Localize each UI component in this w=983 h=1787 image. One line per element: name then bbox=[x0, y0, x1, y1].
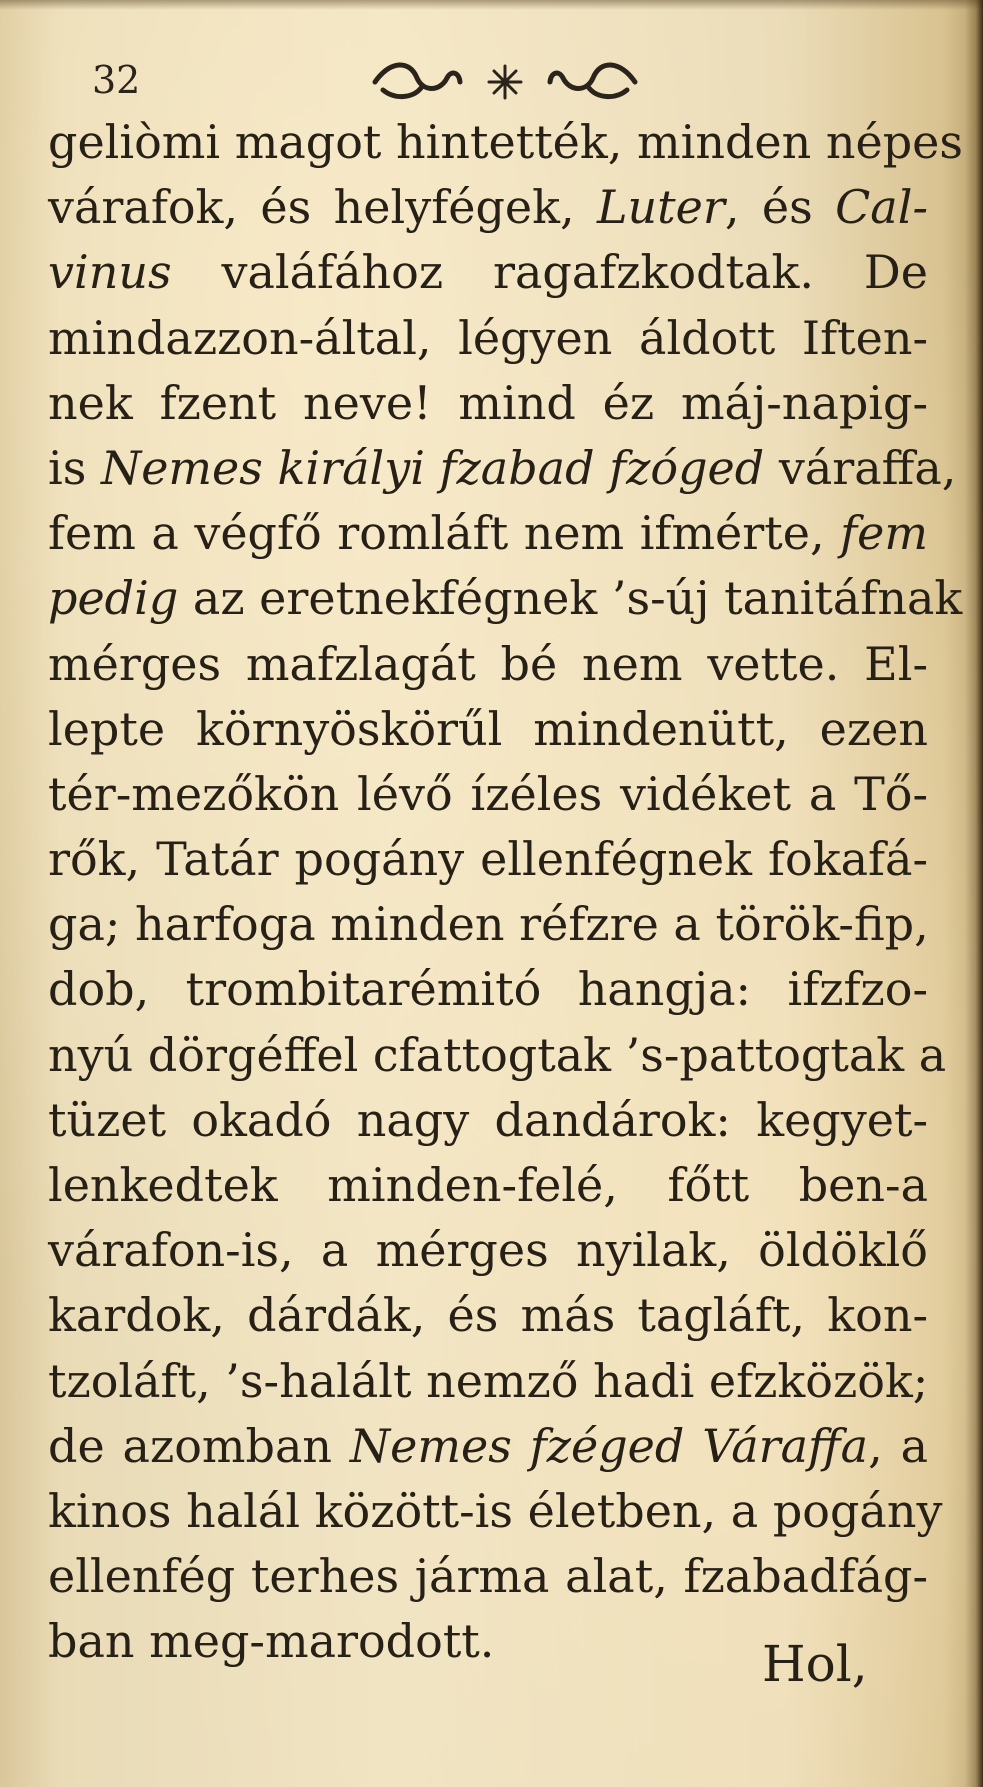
text-run: nek fzent neve! mind éz máj-napig- bbox=[48, 375, 928, 430]
text-run: nyú dörgéffel cfattogtak ’s-pattogtak a bbox=[48, 1027, 947, 1082]
text-run: is bbox=[48, 440, 101, 495]
text-run: várafon-is, a mérges nyilak, öldöklő bbox=[48, 1223, 928, 1278]
text-run: mérges mafzlagát bé nem vette. El- bbox=[48, 636, 928, 691]
text-run: lenkedtek minden-felé, főtt ben-a bbox=[48, 1158, 928, 1212]
text-line bbox=[48, 501, 928, 566]
text-run: mindazzon-által, légyen áldott Iften- bbox=[48, 310, 928, 365]
text-line bbox=[48, 892, 928, 957]
text-run: az eretnekfégnek ’s-új tanitáfnak bbox=[178, 571, 963, 626]
text-line bbox=[48, 566, 963, 631]
text-line bbox=[48, 1544, 928, 1609]
text-line bbox=[48, 1283, 928, 1348]
text-line bbox=[48, 175, 928, 240]
page-top-shadow bbox=[0, 0, 983, 10]
italic-run: Nemes fzéged Váraffa bbox=[349, 1418, 869, 1473]
text-run: kardok, dárdák, és más tagláft, kon- bbox=[48, 1288, 928, 1343]
italic-run: Cal- bbox=[835, 180, 928, 235]
text-line bbox=[48, 1088, 928, 1153]
text-run: ga; harfoga minden réfzre a török-fip, bbox=[48, 897, 929, 952]
text-run: lepte környöskörűl mindenütt, ezen bbox=[48, 701, 928, 756]
text-run: , a bbox=[868, 1418, 928, 1473]
text-run: valáfához ragafzkodtak. De bbox=[171, 245, 928, 300]
text-line bbox=[48, 1153, 928, 1218]
text-line bbox=[48, 1414, 928, 1479]
text-run: ban meg-marodott. bbox=[48, 1614, 495, 1669]
text-line bbox=[48, 697, 928, 762]
italic-run: pedig bbox=[48, 571, 179, 626]
text-run: rők, Tatár pogány ellenfégnek fokafá- bbox=[48, 832, 928, 887]
text-line bbox=[48, 1479, 943, 1544]
text-line bbox=[48, 240, 928, 305]
text-run: , és bbox=[724, 180, 836, 235]
text-line bbox=[48, 827, 928, 892]
text-run: geliòmi magot hintették, minden népes bbox=[48, 115, 964, 169]
text-line bbox=[48, 306, 928, 371]
italic-run: fem bbox=[840, 506, 928, 561]
page-number: 32 bbox=[92, 58, 141, 102]
header-ornament-icon bbox=[365, 52, 645, 112]
italic-run: Nemes királyi fzabad fzóged bbox=[100, 440, 765, 495]
italic-run: vinus bbox=[48, 245, 172, 300]
catchword: Hol, bbox=[762, 1635, 868, 1693]
text-run: kinos halál között-is életben, a pogány bbox=[48, 1483, 943, 1538]
text-run: dob, trombitarémitó hangja: ifzfzo- bbox=[48, 962, 928, 1017]
page-gutter-shadow bbox=[965, 0, 983, 1787]
text-line bbox=[48, 1023, 947, 1088]
text-run: ellenfég terhes járma alat, fzabadfág- bbox=[48, 1549, 928, 1604]
text-line bbox=[48, 436, 957, 501]
text-run: tér-mezőkön lévő ízéles vidéket a Tő- bbox=[48, 766, 928, 821]
text-run: várafok, és helyfégek, bbox=[48, 180, 597, 235]
text-line bbox=[48, 1218, 928, 1283]
text-run: váraffa, bbox=[764, 440, 957, 495]
text-line bbox=[48, 762, 928, 827]
text-run: tzoláft, ’s-halált nemző hadi efzközök; bbox=[48, 1353, 929, 1408]
text-run: tüzet okadó nagy dandárok: kegyet- bbox=[48, 1092, 928, 1147]
text-line bbox=[48, 371, 928, 436]
text-line bbox=[48, 632, 928, 697]
body-text bbox=[48, 110, 964, 1675]
italic-run: Luter bbox=[597, 180, 725, 235]
text-run: de azomban bbox=[48, 1418, 350, 1473]
text-line bbox=[48, 110, 964, 175]
text-run: fem a végfő romláft nem ifmérte, bbox=[48, 506, 841, 561]
text-line bbox=[48, 957, 928, 1022]
text-line bbox=[48, 1349, 928, 1414]
